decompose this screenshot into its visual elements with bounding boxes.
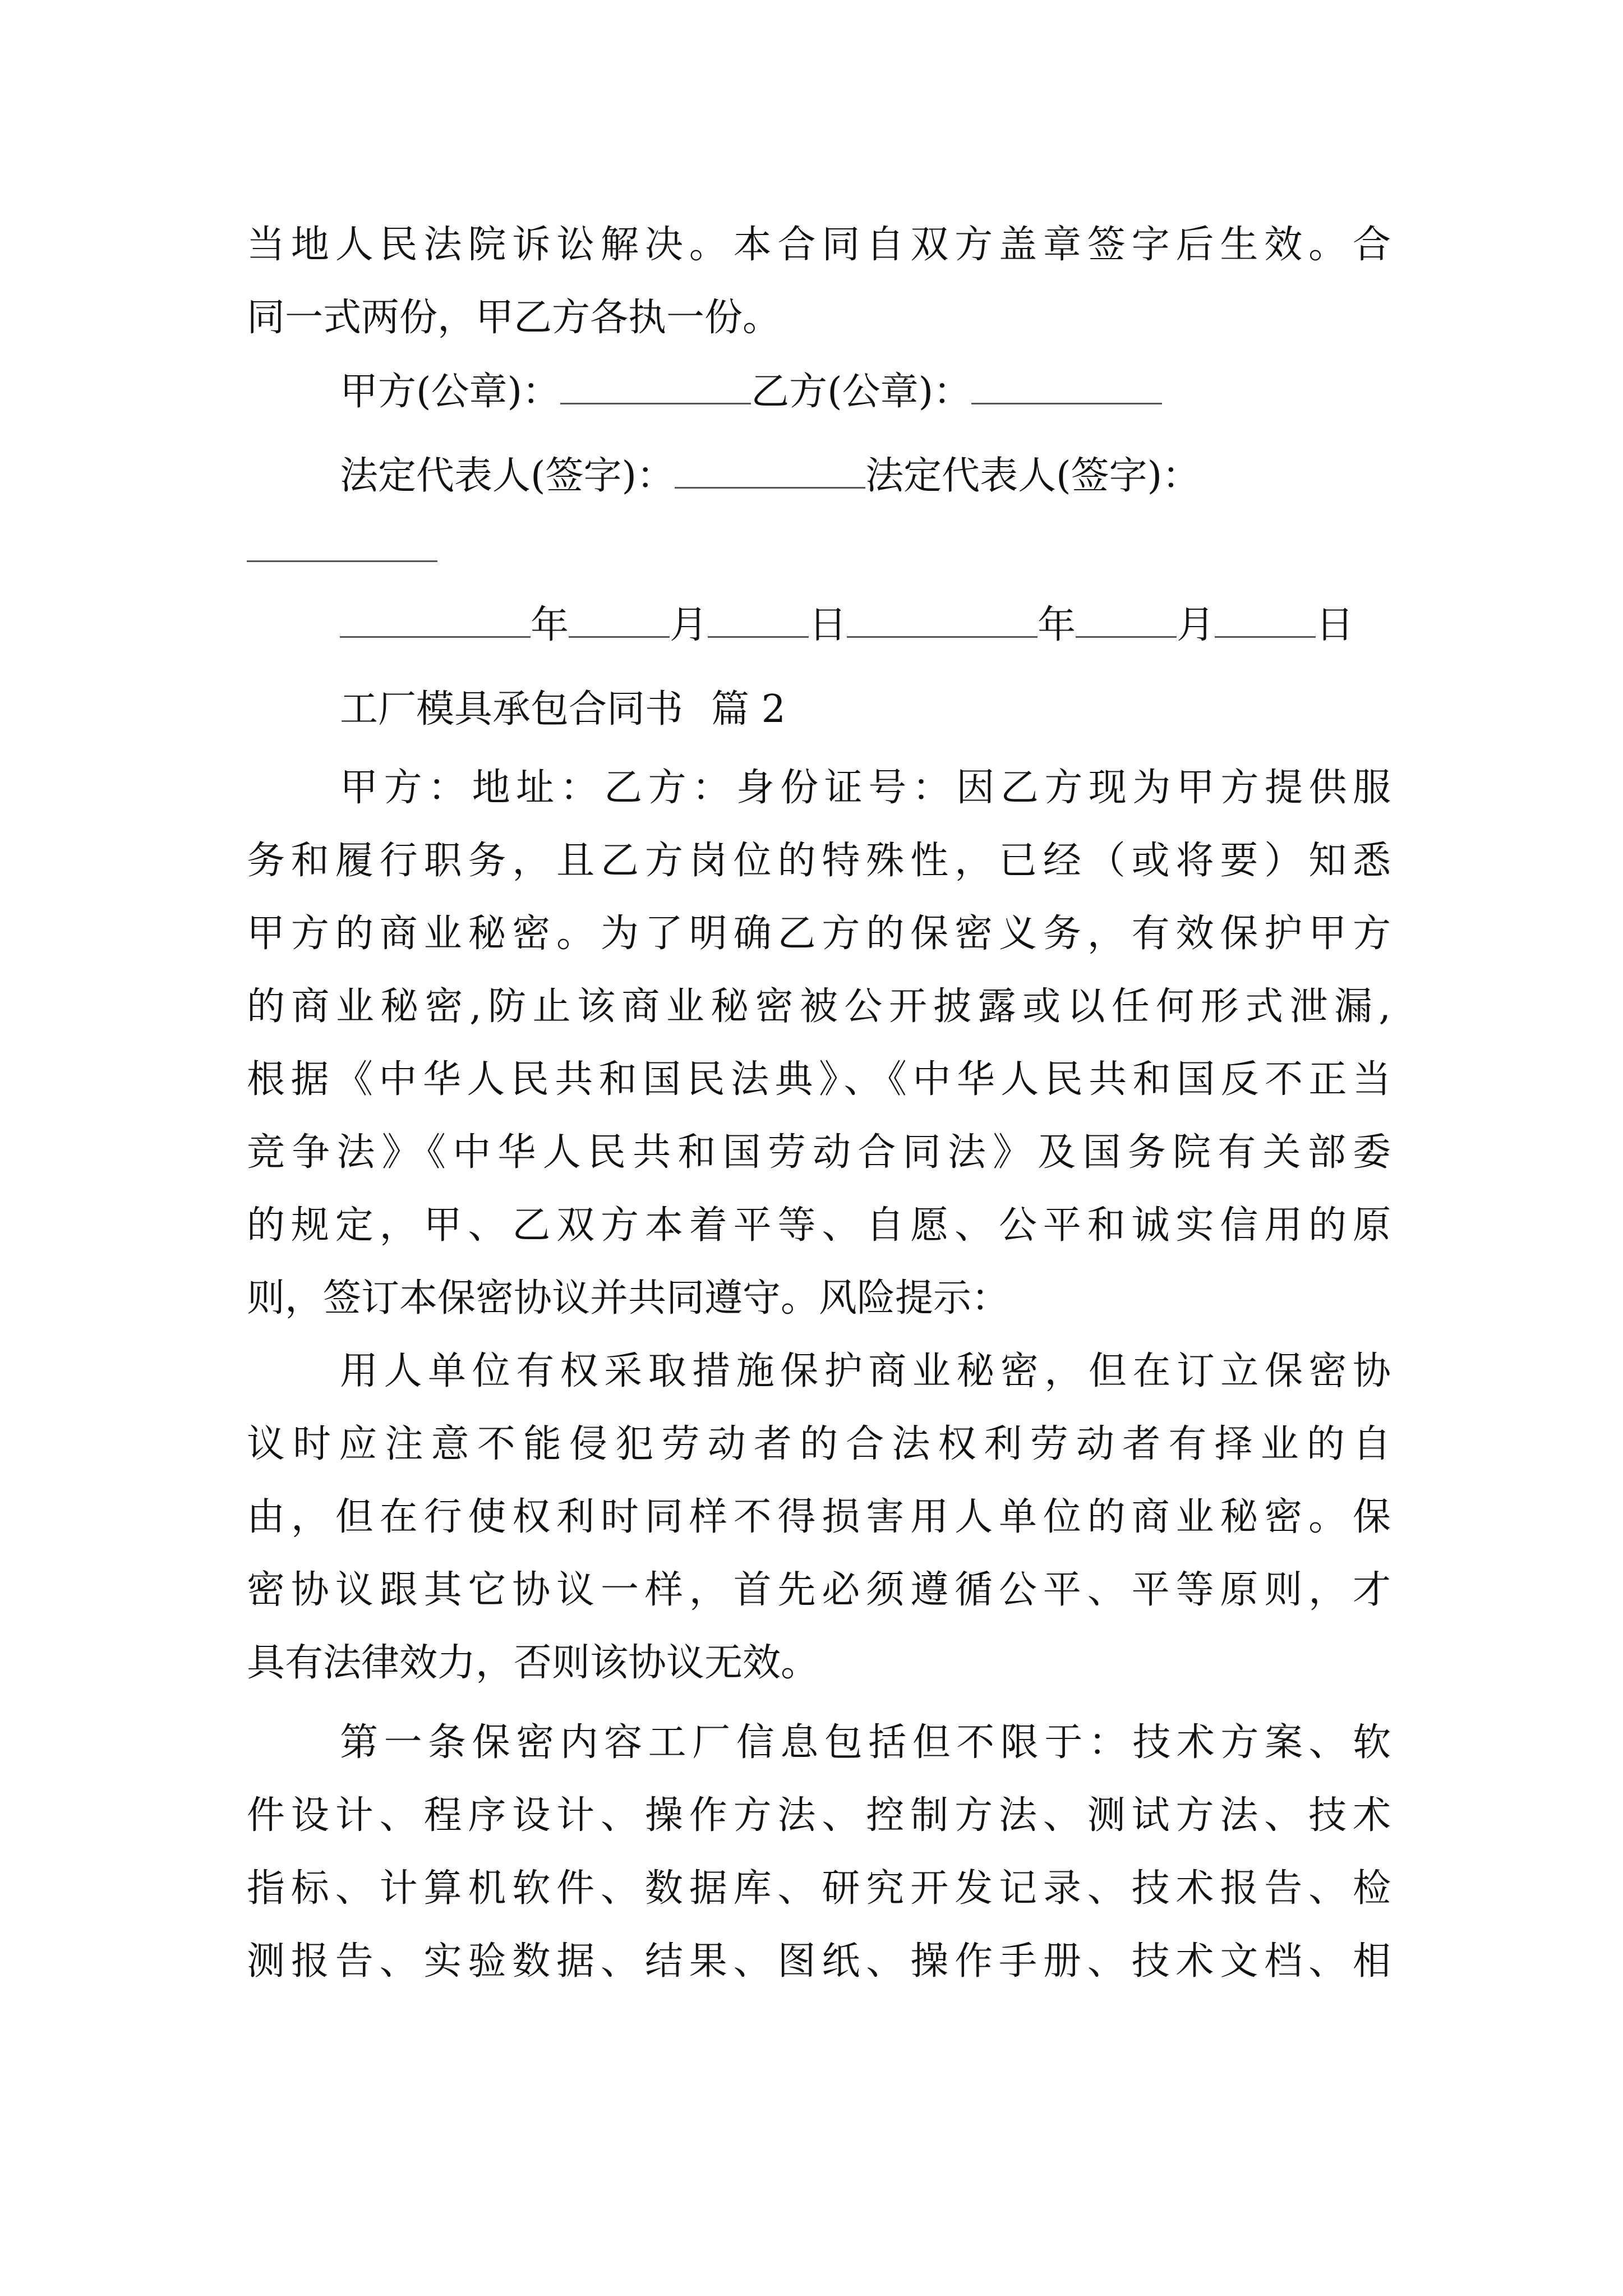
rep-b-label: 法定代表人(签字)： [865, 454, 1201, 498]
body-text-line: 竞争法》《中华人民共和国劳动合同法》及国务院有关部委 [247, 1130, 1391, 1175]
rep-a-blank [675, 452, 865, 489]
body-text-line: 则，签订本保密协议并共同遵守。风险提示： [247, 1276, 1010, 1320]
year-a-label: 年 [531, 603, 569, 647]
day-a-label: 日 [809, 603, 847, 647]
date-line [340, 600, 1391, 651]
body-text-line: 根据《中华人民共和国民法典》、《中华人民共和国反不正当 [247, 1057, 1391, 1102]
body-text-line: 甲方的商业秘密。为了明确乙方的保密义务，有效保护甲方 [247, 912, 1391, 956]
month-a-blank [569, 601, 670, 638]
body-text-line: 测报告、实验数据、结果、图纸、操作手册、技术文档、相 [247, 1939, 1391, 1984]
body-text-line: 的商业秘密,防止该商业秘密被公开披露或以任何形式泄漏, [247, 984, 1391, 1029]
month-a-label: 月 [670, 603, 708, 647]
year-b-blank [847, 601, 1038, 638]
body-text-line: 密协议跟其它协议一样，首先必须遵循公平、平等原则，才 [247, 1568, 1391, 1612]
day-b-blank [1215, 601, 1316, 638]
day-a-blank [708, 601, 809, 638]
party-a-seal-blank [560, 368, 751, 404]
section-title-text: 工厂模具承包合同书 [340, 687, 684, 731]
body-text-line: 用人单位有权采取措施保护商业秘密，但在订立保密协 [340, 1349, 1391, 1393]
party-b-seal-blank [971, 368, 1162, 404]
day-b-label: 日 [1316, 603, 1354, 647]
body-text-line: 具有法律效力，否则该协议无效。 [247, 1641, 819, 1685]
representative-signature-line [340, 451, 1391, 501]
body-text-line: 务和履行职务，且乙方岗位的特殊性，已经（或将要）知悉 [247, 839, 1391, 883]
rep-a-label: 法定代表人(签字)： [340, 454, 675, 498]
party-a-seal-label: 甲方(公章)： [340, 370, 561, 414]
body-text-line: 甲方：地址：乙方：身份证号：因乙方现为甲方提供服 [340, 766, 1391, 810]
body-text-line: 由，但在行使权利时同样不得损害用人单位的商业秘密。保 [247, 1495, 1391, 1539]
year-b-label: 年 [1038, 603, 1076, 647]
body-text-line: 的规定，甲、乙双方本着平等、自愿、公平和诚实信用的原 [247, 1203, 1391, 1248]
seal-signature-line [340, 367, 1391, 417]
body-text-line: 指标、计算机软件、数据库、研究开发记录、技术报告、检 [247, 1866, 1391, 1911]
body-text-line: 件设计、程序设计、操作方法、控制方法、测试方法、技术 [247, 1793, 1391, 1838]
rep-b-blank [247, 560, 437, 562]
body-text-line: 第一条保密内容工厂信息包括但不限于：技术方案、软 [340, 1720, 1391, 1765]
year-a-blank [340, 601, 531, 638]
month-b-label: 月 [1177, 603, 1215, 647]
body-text-line: 当地人民法院诉讼解决。本合同自双方盖章签字后生效。合 [247, 223, 1391, 267]
section-number: 篇 2 [711, 687, 786, 731]
body-text-line: 同一式两份，甲乙方各执一份。 [247, 296, 781, 340]
party-b-seal-label: 乙方(公章)： [751, 370, 972, 414]
body-text-line: 议时应注意不能侵犯劳动者的合法权利劳动者有择业的自 [247, 1422, 1391, 1466]
section-title [340, 684, 786, 735]
month-b-blank [1076, 601, 1177, 638]
